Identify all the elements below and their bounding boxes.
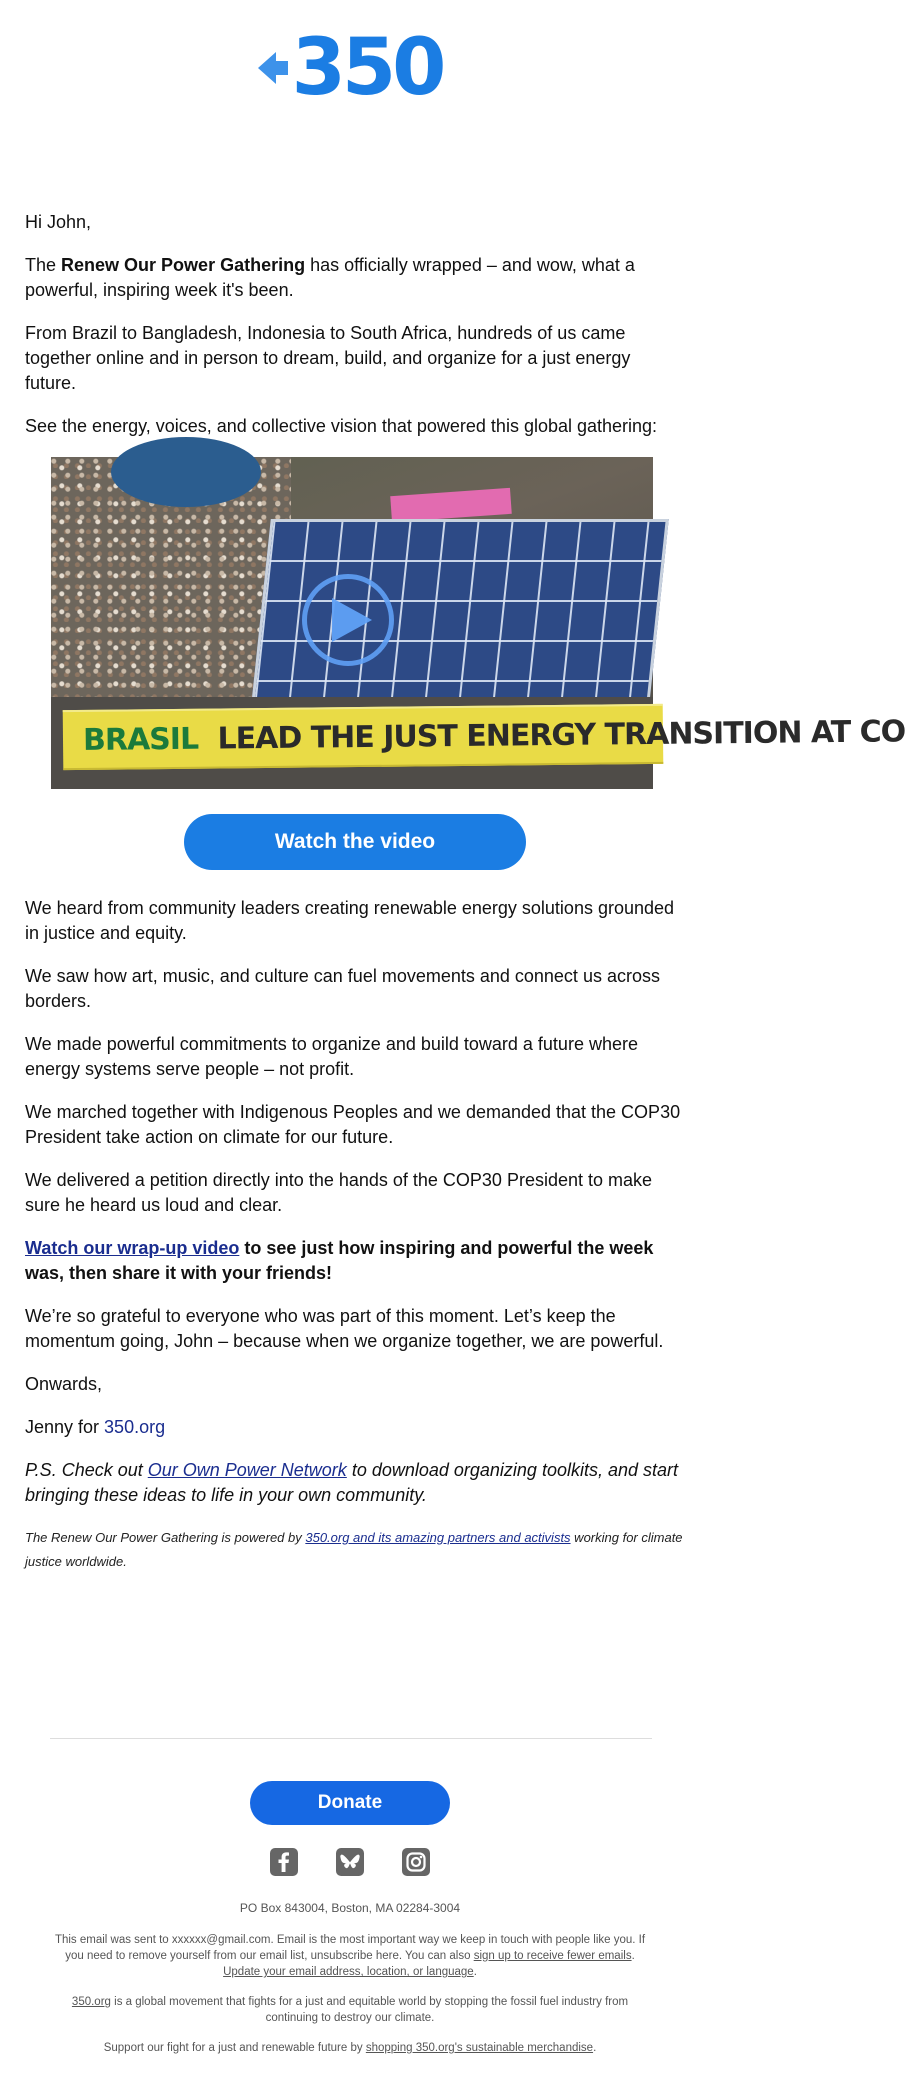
footer-divider [50,1738,652,1739]
ps-text-start: P.S. Check out [25,1460,148,1480]
update-preferences-link[interactable]: Update your email address, location, or language [223,1966,474,1978]
brazil-paragraph: From Brazil to Bangladesh, Indonesia to South Africa, hundreds of us came together online and in person to dream, build, and organize for a just energy future. [25,323,631,393]
cta-text: to see just how inspiring and powerful the week was, then share it with your friends! [25,1238,654,1283]
see-paragraph: See the energy, voices, and collective vision that powered this global gathering: [25,416,658,436]
facebook-icon[interactable] [270,1848,298,1876]
banner-word-brasil: BRASIL [82,721,199,758]
body-paragraph: We heard from community leaders creating renewable energy solutions grounded in justice and equity. [25,898,675,943]
partners-link[interactable]: 350.org and its amazing partners and activists [305,1530,571,1545]
pink-banner [390,488,512,522]
signature [25,1415,685,1440]
body-paragraph: We marched together with Indigenous Peoples and we demanded that the COP30 President take action on climate for our future. [25,1102,681,1147]
fewer-emails-link[interactable]: sign up to receive fewer emails [473,1950,632,1962]
sent-to-notice [50,1932,650,1980]
greeting: Hi John, [25,212,92,232]
bluesky-icon[interactable] [336,1848,364,1876]
ps-paragraph [25,1458,685,1508]
merchandise-link[interactable]: shopping 350.org's sustainable merchandise [365,2042,594,2054]
our-own-power-network-link[interactable]: Our Own Power Network [147,1460,347,1480]
email-body [25,210,906,1592]
intro-text-start: The [25,255,62,275]
cta-paragraph [25,1236,685,1286]
email-footer [50,1900,650,2070]
powered-text-start: The Renew Our Power Gathering is powered by [25,1530,306,1545]
play-icon [332,598,372,642]
350org-link[interactable]: 350.org [104,1417,166,1437]
intro-text-end: has officially wrapped – and wow, what a powerful, inspiring week it's been. [25,255,635,300]
350-logo[interactable] [258,23,443,113]
play-button[interactable] [302,574,394,666]
sent-to-text: This email was sent to xxxxxx@gmail.com. Email is the most important way we keep in touch with people like you. If you need to remove yourself from our email list, unsubscribe here. You can also [54,1934,646,1962]
donate-button[interactable]: Donate [250,1781,450,1825]
watch-video-button[interactable]: Watch the video [184,814,526,870]
tree-image [111,437,261,507]
wrap-up-video-link[interactable]: Watch our wrap-up video [25,1238,240,1258]
intro-paragraph [25,253,685,303]
signature-name: Jenny for [25,1417,105,1437]
social-links [0,1848,700,1876]
video-thumbnail[interactable] [51,457,906,789]
sent-end: . [473,1966,477,1978]
sent-separator: . [631,1950,635,1962]
instagram-icon[interactable] [402,1848,430,1876]
mission-statement [50,1994,650,2026]
grateful-paragraph: We’re so grateful to everyone who was part of this moment. Let’s keep the momentum going, John – because when we organize together, we are powerful. [25,1306,664,1351]
mailing-address: PO Box 843004, Boston, MA 02284-3004 [239,1901,461,1915]
yellow-banner [63,704,906,770]
body-paragraph: We saw how art, music, and culture can fuel movements and connect us across borders. [25,966,660,1011]
merchandise-notice [50,2040,650,2056]
body-paragraph: We delivered a petition directly into the hands of the COP30 President to make sure he heard us loud and clear. [25,1170,653,1215]
powered-by-note [25,1526,685,1574]
support-text: Support our fight for a just and renewable future by [103,2042,366,2054]
signoff: Onwards, [25,1374,103,1394]
350org-footer-link[interactable]: 350.org [71,1996,111,2008]
logo-header [0,23,700,113]
logo-arrow-icon [258,48,290,88]
support-end: . [593,2042,597,2054]
ps-text-end: to download organizing toolkits, and start bringing these ideas to life in your own community. [25,1460,679,1505]
gathering-name: Renew Our Power Gathering [61,255,306,275]
banner-slogan: LEAD THE JUST ENERGY TRANSITION AT CO [217,713,906,757]
logo-text: 350 [291,23,443,113]
powered-text-end: working for climate justice worldwide. [25,1530,683,1569]
mission-text: is a global movement that fights for a just and equitable world by stopping the fossil fuel industry from continuing to destroy our climate. [110,1996,629,2024]
body-paragraph: We made powerful commitments to organize and build toward a future where energy systems serve people – not profit. [25,1034,638,1079]
